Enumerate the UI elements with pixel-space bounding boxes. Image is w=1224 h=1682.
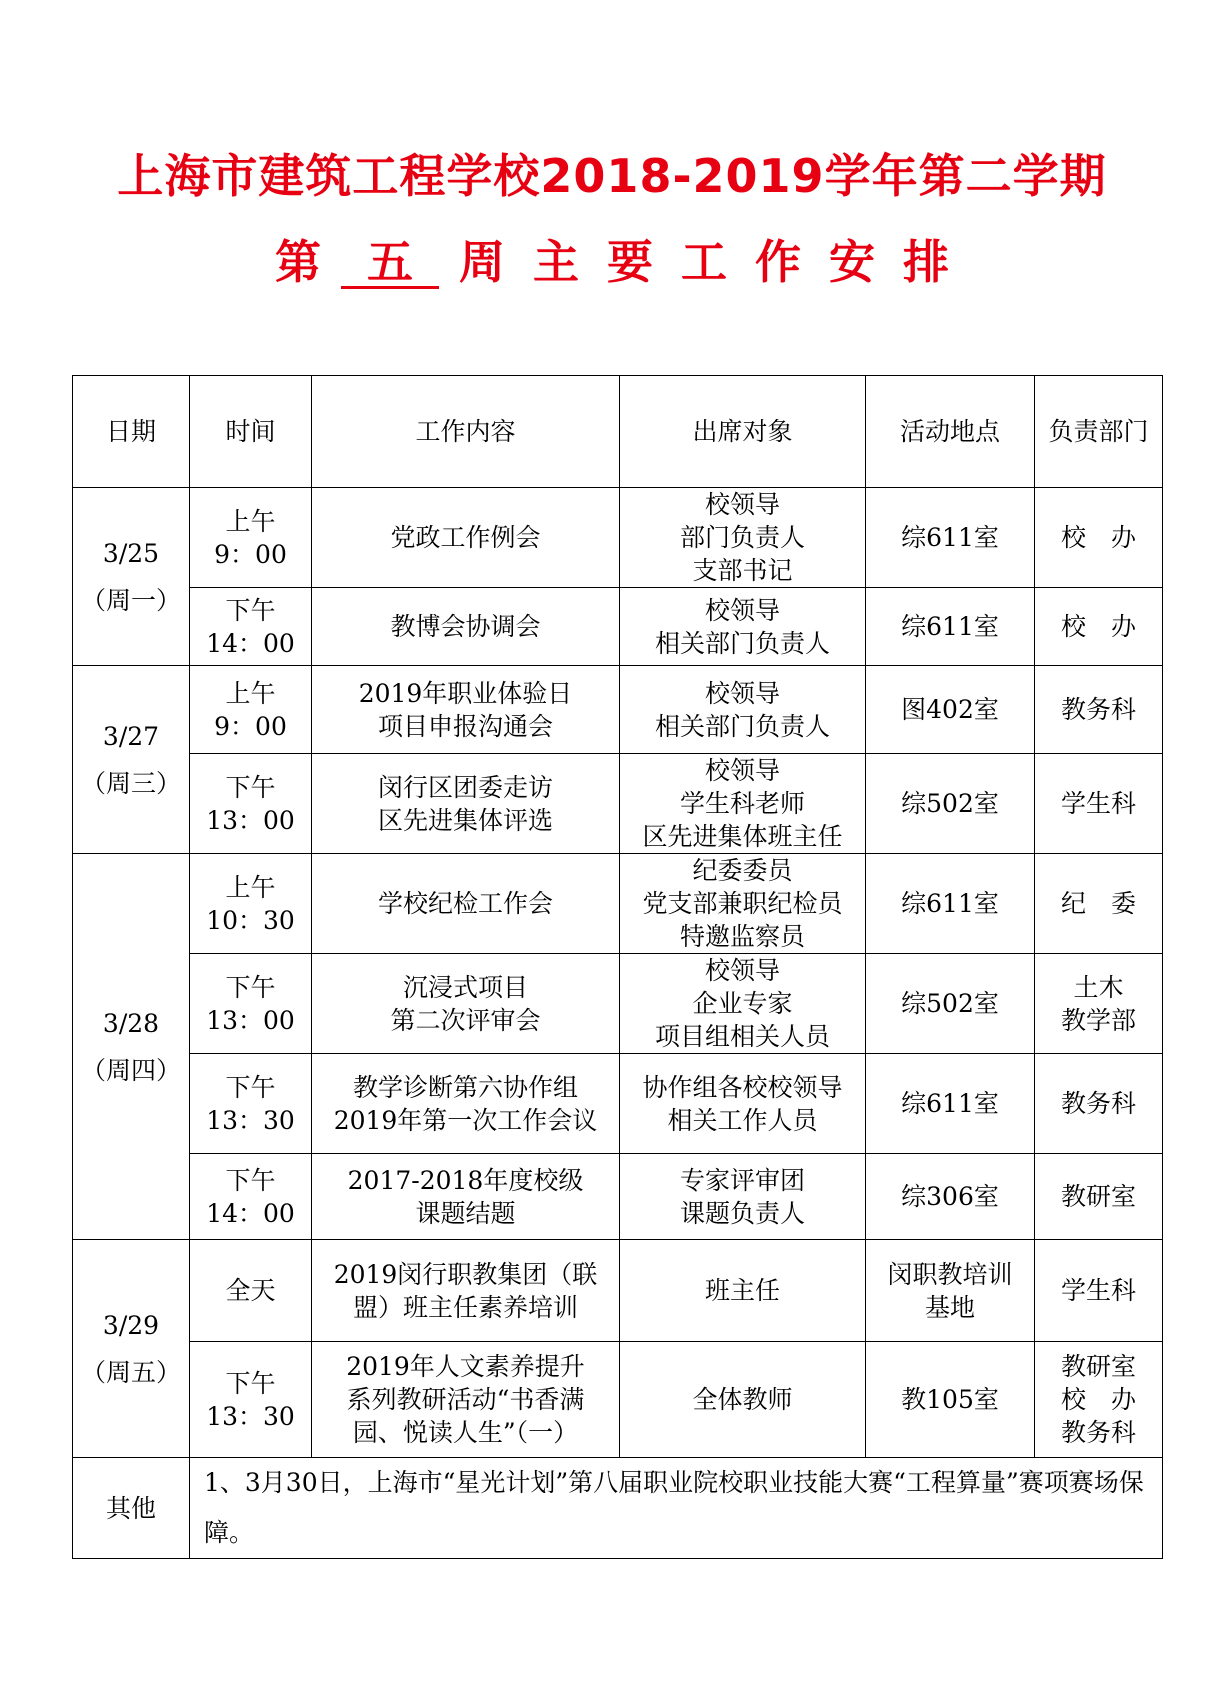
location-cell [866,588,1035,666]
date-cell [73,666,190,854]
time-cell [190,1240,312,1342]
subtitle-char: 工 [681,235,727,289]
dept-cell-line: 校 办 [1060,523,1136,552]
location-cell-line: 综502室 [901,789,999,818]
location-cell-line: 综306室 [901,1182,999,1211]
attendees-cell-line: 校领导 [704,595,780,625]
table-row [73,1054,1163,1154]
dept-cell [1035,1240,1163,1342]
time-cell-line: 下午 [225,1368,276,1398]
time-cell-line: 下午 [225,772,276,802]
subtitle-char: 安 [829,235,875,289]
time-cell-line: 14：00 [206,1198,295,1228]
dept-cell-line: 学生科 [1060,789,1136,818]
header-row [73,376,1163,488]
attendees-cell-line: 部门负责人 [679,523,805,552]
attendees-cell-line: 纪委委员 [692,856,793,885]
location-cell [866,1054,1035,1154]
time-cell-line: 上午 [225,506,276,536]
attendees-cell-line: 区先进集体班主任 [642,822,843,851]
attendees-cell-line: 支部书记 [692,556,793,585]
time-cell [190,1342,312,1458]
attendees-cell-line: 相关部门负责人 [654,711,830,741]
time-cell-line: 14：00 [206,628,295,658]
other-text: 1、3月30日，上海市“星光计划”第八届职业院校职业技能大赛“工程算量”赛项赛场保障。 [190,1458,1163,1559]
content-cell-line: 沉浸式项目 [402,972,528,1002]
time-cell-line: 下午 [225,972,276,1002]
time-cell-line: 10：30 [206,905,295,935]
attendees-cell-line: 班主任 [704,1276,780,1305]
attendees-cell-line: 相关部门负责人 [654,628,830,658]
document-title: 上海市建筑工程学校2018-2019学年第二学期 [117,149,1107,203]
attendees-cell-line: 校领导 [704,956,780,985]
dept-cell [1035,954,1163,1054]
table-row [73,1240,1163,1342]
location-cell-line: 综502室 [901,989,999,1018]
attendees-cell-line: 学生科老师 [679,789,805,818]
time-cell-line: 9：00 [214,539,287,569]
header-dept: 负责部门 [1035,376,1163,488]
attendees-cell-line: 校领导 [704,756,780,785]
content-cell-line: 盟）班主任素养培训 [352,1292,578,1322]
date-value: 3/29 [102,1310,160,1340]
dept-cell-line: 校 办 [1060,1385,1136,1414]
attendees-cell-line: 特邀监察员 [679,922,805,951]
table-row [73,754,1163,854]
dept-cell-line: 纪 委 [1060,889,1136,918]
time-cell [190,1154,312,1240]
attendees-cell-line: 相关工作人员 [667,1105,818,1135]
time-cell-line: 13：30 [206,1105,295,1135]
subtitle-char: 周 [459,235,505,289]
dept-cell-line: 校 办 [1060,612,1136,641]
date-value: 3/27 [102,721,160,751]
dept-cell [1035,1154,1163,1240]
dept-cell-line: 教研室 [1060,1352,1136,1381]
date-cell [73,488,190,666]
location-cell [866,666,1035,754]
date-cell [73,1240,190,1458]
time-cell [190,954,312,1054]
subtitle-prefix: 第 [275,235,321,289]
dept-cell [1035,854,1163,954]
subtitle-char: 作 [755,235,801,289]
location-cell [866,854,1035,954]
subtitle-char: 排 [903,235,949,289]
time-cell [190,754,312,854]
attendees-cell-line: 专家评审团 [679,1165,805,1195]
content-cell-line: 党政工作例会 [390,523,541,552]
location-cell [866,754,1035,854]
location-cell [866,1342,1035,1458]
content-cell-line: 2017-2018年度校级 [347,1165,584,1195]
time-cell [190,488,312,588]
location-cell [866,1154,1035,1240]
content-cell-line: 2019年职业体验日 [358,678,573,708]
attendees-cell-line: 党支部兼职纪检员 [642,889,843,918]
location-cell-line: 综611室 [901,523,999,552]
time-cell [190,588,312,666]
date-cell [73,854,190,1240]
dept-cell [1035,1342,1163,1458]
time-cell-line: 下午 [225,1165,276,1195]
weekday-value: （周五） [80,1357,181,1387]
date-value: 3/25 [102,538,160,568]
time-cell [190,666,312,754]
dept-cell [1035,488,1163,588]
table-row [73,488,1163,588]
time-cell-line: 上午 [225,872,276,902]
dept-cell-line: 教研室 [1060,1182,1136,1211]
subtitle-char: 要 [607,235,653,289]
time-cell [190,1054,312,1154]
attendees-cell [620,1342,866,1458]
time-cell-line: 9：00 [214,711,287,741]
date-value: 3/28 [102,1008,160,1038]
time-cell-line: 13：00 [206,1005,295,1035]
content-cell-line: 系列教研活动“书香满 [346,1385,585,1414]
content-cell [312,666,620,754]
content-cell [312,488,620,588]
content-cell [312,1054,620,1154]
attendees-cell [620,1054,866,1154]
dept-cell [1035,588,1163,666]
location-cell-line: 综611室 [901,1089,999,1118]
subtitle-char: 主 [533,235,579,289]
location-cell-line: 综611室 [901,889,999,918]
content-cell-line: 区先进集体评选 [377,805,553,835]
other-label: 其他 [73,1458,190,1559]
content-cell-line: 闵行区团委走访 [377,772,553,802]
dept-cell-line: 教务科 [1060,1089,1136,1118]
attendees-cell-line: 全体教师 [692,1385,793,1414]
content-cell-line: 课题结题 [415,1198,516,1228]
weekday-value: （周四） [80,1055,181,1085]
weekday-value: （周一） [80,585,181,615]
time-cell-line: 下午 [225,1072,276,1102]
header-location: 活动地点 [866,376,1035,488]
time-cell-line: 13：00 [206,805,295,835]
dept-cell-line: 土木 [1073,972,1124,1002]
table-row [73,954,1163,1054]
header-content: 工作内容 [312,376,620,488]
location-cell-line: 综611室 [901,612,999,641]
content-cell-line: 2019年第一次工作会议 [333,1105,598,1135]
location-cell-line: 基地 [924,1292,975,1322]
header-date: 日期 [73,376,190,488]
document-subtitle [0,226,1224,292]
attendees-cell [620,1240,866,1342]
attendees-cell [620,854,866,954]
content-cell [312,754,620,854]
dept-cell-line: 教学部 [1060,1005,1136,1035]
dept-cell-line: 学生科 [1060,1276,1136,1305]
content-cell-line: 学校纪检工作会 [377,889,553,918]
time-cell [190,854,312,954]
header-attendees: 出席对象 [620,376,866,488]
content-cell [312,1154,620,1240]
content-cell [312,588,620,666]
time-cell-line: 13：30 [206,1401,295,1431]
week-number: 五 [341,238,439,289]
attendees-cell [620,954,866,1054]
attendees-cell-line: 项目组相关人员 [654,1022,830,1051]
content-cell-line: 2019闵行职教集团（联 [333,1259,598,1289]
attendees-cell [620,666,866,754]
content-cell-line: 教学诊断第六协作组 [352,1072,578,1102]
content-cell-line: 教博会协调会 [390,612,541,641]
location-cell-line: 图402室 [901,695,999,724]
dept-cell [1035,1054,1163,1154]
attendees-cell [620,488,866,588]
content-cell-line: 园、悦读人生”（一） [352,1418,579,1447]
attendees-cell [620,754,866,854]
content-cell [312,1240,620,1342]
location-cell [866,954,1035,1054]
attendees-cell-line: 课题负责人 [679,1198,805,1228]
content-cell-line: 项目申报沟通会 [377,711,553,741]
attendees-cell [620,1154,866,1240]
dept-cell [1035,666,1163,754]
content-cell [312,854,620,954]
table-row [73,854,1163,954]
location-cell-line: 教105室 [901,1385,999,1414]
table-row [73,1342,1163,1458]
other-row [73,1458,1163,1559]
attendees-cell-line: 协作组各校校领导 [642,1072,843,1102]
location-cell [866,1240,1035,1342]
content-cell-line: 2019年人文素养提升 [346,1352,585,1381]
header-time: 时间 [190,376,312,488]
dept-cell-line: 教务科 [1060,695,1136,724]
attendees-cell-line: 校领导 [704,678,780,708]
schedule-table [72,375,1163,1559]
table-row [73,1154,1163,1240]
dept-cell [1035,754,1163,854]
attendees-cell [620,588,866,666]
location-cell-line: 闵职教培训 [887,1259,1013,1289]
attendees-cell-line: 企业专家 [692,989,793,1018]
table-row [73,666,1163,754]
content-cell [312,1342,620,1458]
time-cell-line: 下午 [225,595,276,625]
weekday-value: （周三） [80,768,181,798]
attendees-cell-line: 校领导 [704,490,780,519]
table-row [73,588,1163,666]
content-cell [312,954,620,1054]
time-cell-line: 全天 [225,1276,276,1305]
dept-cell-line: 教务科 [1060,1418,1136,1447]
content-cell-line: 第二次评审会 [390,1005,541,1035]
time-cell-line: 上午 [225,678,276,708]
location-cell [866,488,1035,588]
